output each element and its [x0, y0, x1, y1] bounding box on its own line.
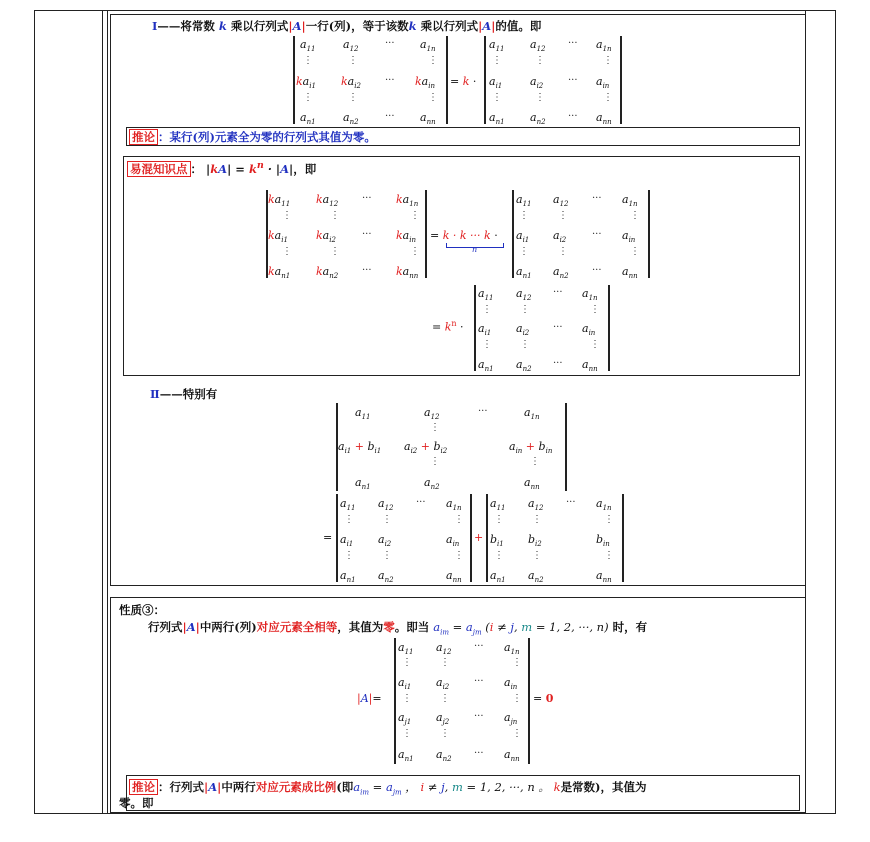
- corollary3-text-e: 是常数)，其值为: [560, 780, 647, 794]
- corollary1-text: ：某行(列)元素全为零的行列式其值为零。: [158, 130, 376, 144]
- prop3-line: 行列式|A|中两行(列)对应元素全相等，其值为零。即当 $a_{im} = a_{jm}$ (i ≠ j, m = 1, 2, ···, n) 时，有: [148, 620, 648, 637]
- prop1-k2: k: [408, 19, 417, 33]
- prop1-A2: A: [482, 19, 492, 33]
- prop3-text-g: 时，有: [612, 620, 648, 634]
- prop1-dash: ——: [157, 19, 181, 33]
- inner-left-border: [102, 10, 103, 814]
- det-bar-open2: |: [478, 19, 483, 33]
- corollary3-cond: $a_{im} = a_{jm}$ ， i ≠ j, m = 1, 2, ···, n 。 k: [353, 780, 561, 797]
- prop1-line: [152, 18, 541, 34]
- mistake-line: [127, 160, 316, 177]
- prop3-text-d: ，其值为: [337, 620, 384, 634]
- bottom-border: [34, 813, 836, 814]
- corollary1-line: [129, 129, 376, 145]
- outer-right-border: [835, 10, 836, 814]
- corollary3-text-c: 对应元素成比例: [255, 780, 337, 794]
- prop3-title: 性质③：: [119, 603, 165, 617]
- prop1-roman: Ⅰ: [152, 19, 158, 33]
- mistake-text-b: ，即: [293, 161, 317, 176]
- prop3-text-c: 对应元素全相等: [256, 620, 338, 634]
- prop3-result: 0: [545, 692, 554, 705]
- corollary3-line: 推论 ：行列式|A|中两行对应元素成比例(即$a_{im} = a_{jm}$ ， i ≠ j, m = 1, 2, ···, n 。 k是常数)，其值为: [129, 779, 647, 796]
- prop2-line: [150, 386, 217, 402]
- prop1-text-c: 一行(列)，等于该数: [305, 19, 409, 33]
- prop1-k: k: [218, 19, 227, 33]
- top-border: [34, 10, 836, 11]
- prop1-text-d: 乘以行列式: [420, 19, 479, 33]
- prop2-text: ——特别有: [159, 387, 218, 401]
- corollary3-text-a: ：行列式: [158, 780, 204, 794]
- det-bar-close2: |: [491, 19, 496, 33]
- prop1-text-e: 的值。即: [495, 19, 542, 33]
- prop1-text-a: 将常数: [180, 19, 215, 33]
- corollary3-line2: [119, 795, 154, 811]
- prop1-text-b: 乘以行列式: [230, 19, 289, 33]
- mistake-colon: ：: [190, 161, 202, 176]
- prop3-text-b: 中两行(列): [199, 620, 257, 634]
- mistake-tag: 易混知识点: [127, 161, 191, 177]
- prop3-cond: $a_{im} = a_{jm}$ (i ≠ j, m = 1, 2, ···, n): [433, 620, 609, 637]
- prop1-A: A: [292, 19, 302, 33]
- underbrace-n: n: [472, 245, 478, 254]
- prop3-text-f: 。即当: [394, 620, 430, 634]
- mistake-box: [123, 156, 800, 376]
- corollary3-text-b: 中两行: [221, 780, 256, 794]
- det-bar-open: |: [288, 19, 293, 33]
- prop3-text-a: 行列式: [148, 620, 183, 634]
- corollary3-text-d: (即: [336, 780, 354, 794]
- prop2-roman: Ⅱ: [150, 387, 160, 401]
- corollary3-tag: 推论: [129, 779, 158, 795]
- outer-left-border: [34, 10, 35, 814]
- inner-left-border-2: [107, 10, 108, 814]
- prop3-text-e: 零: [383, 620, 395, 634]
- corollary1-tag: 推论: [129, 129, 158, 145]
- mistake-formula: $|kA| = k^n \cdot |A|$: [206, 160, 294, 176]
- corollary3-text-f: 零。即: [119, 796, 154, 810]
- det-bar-close: |: [301, 19, 306, 33]
